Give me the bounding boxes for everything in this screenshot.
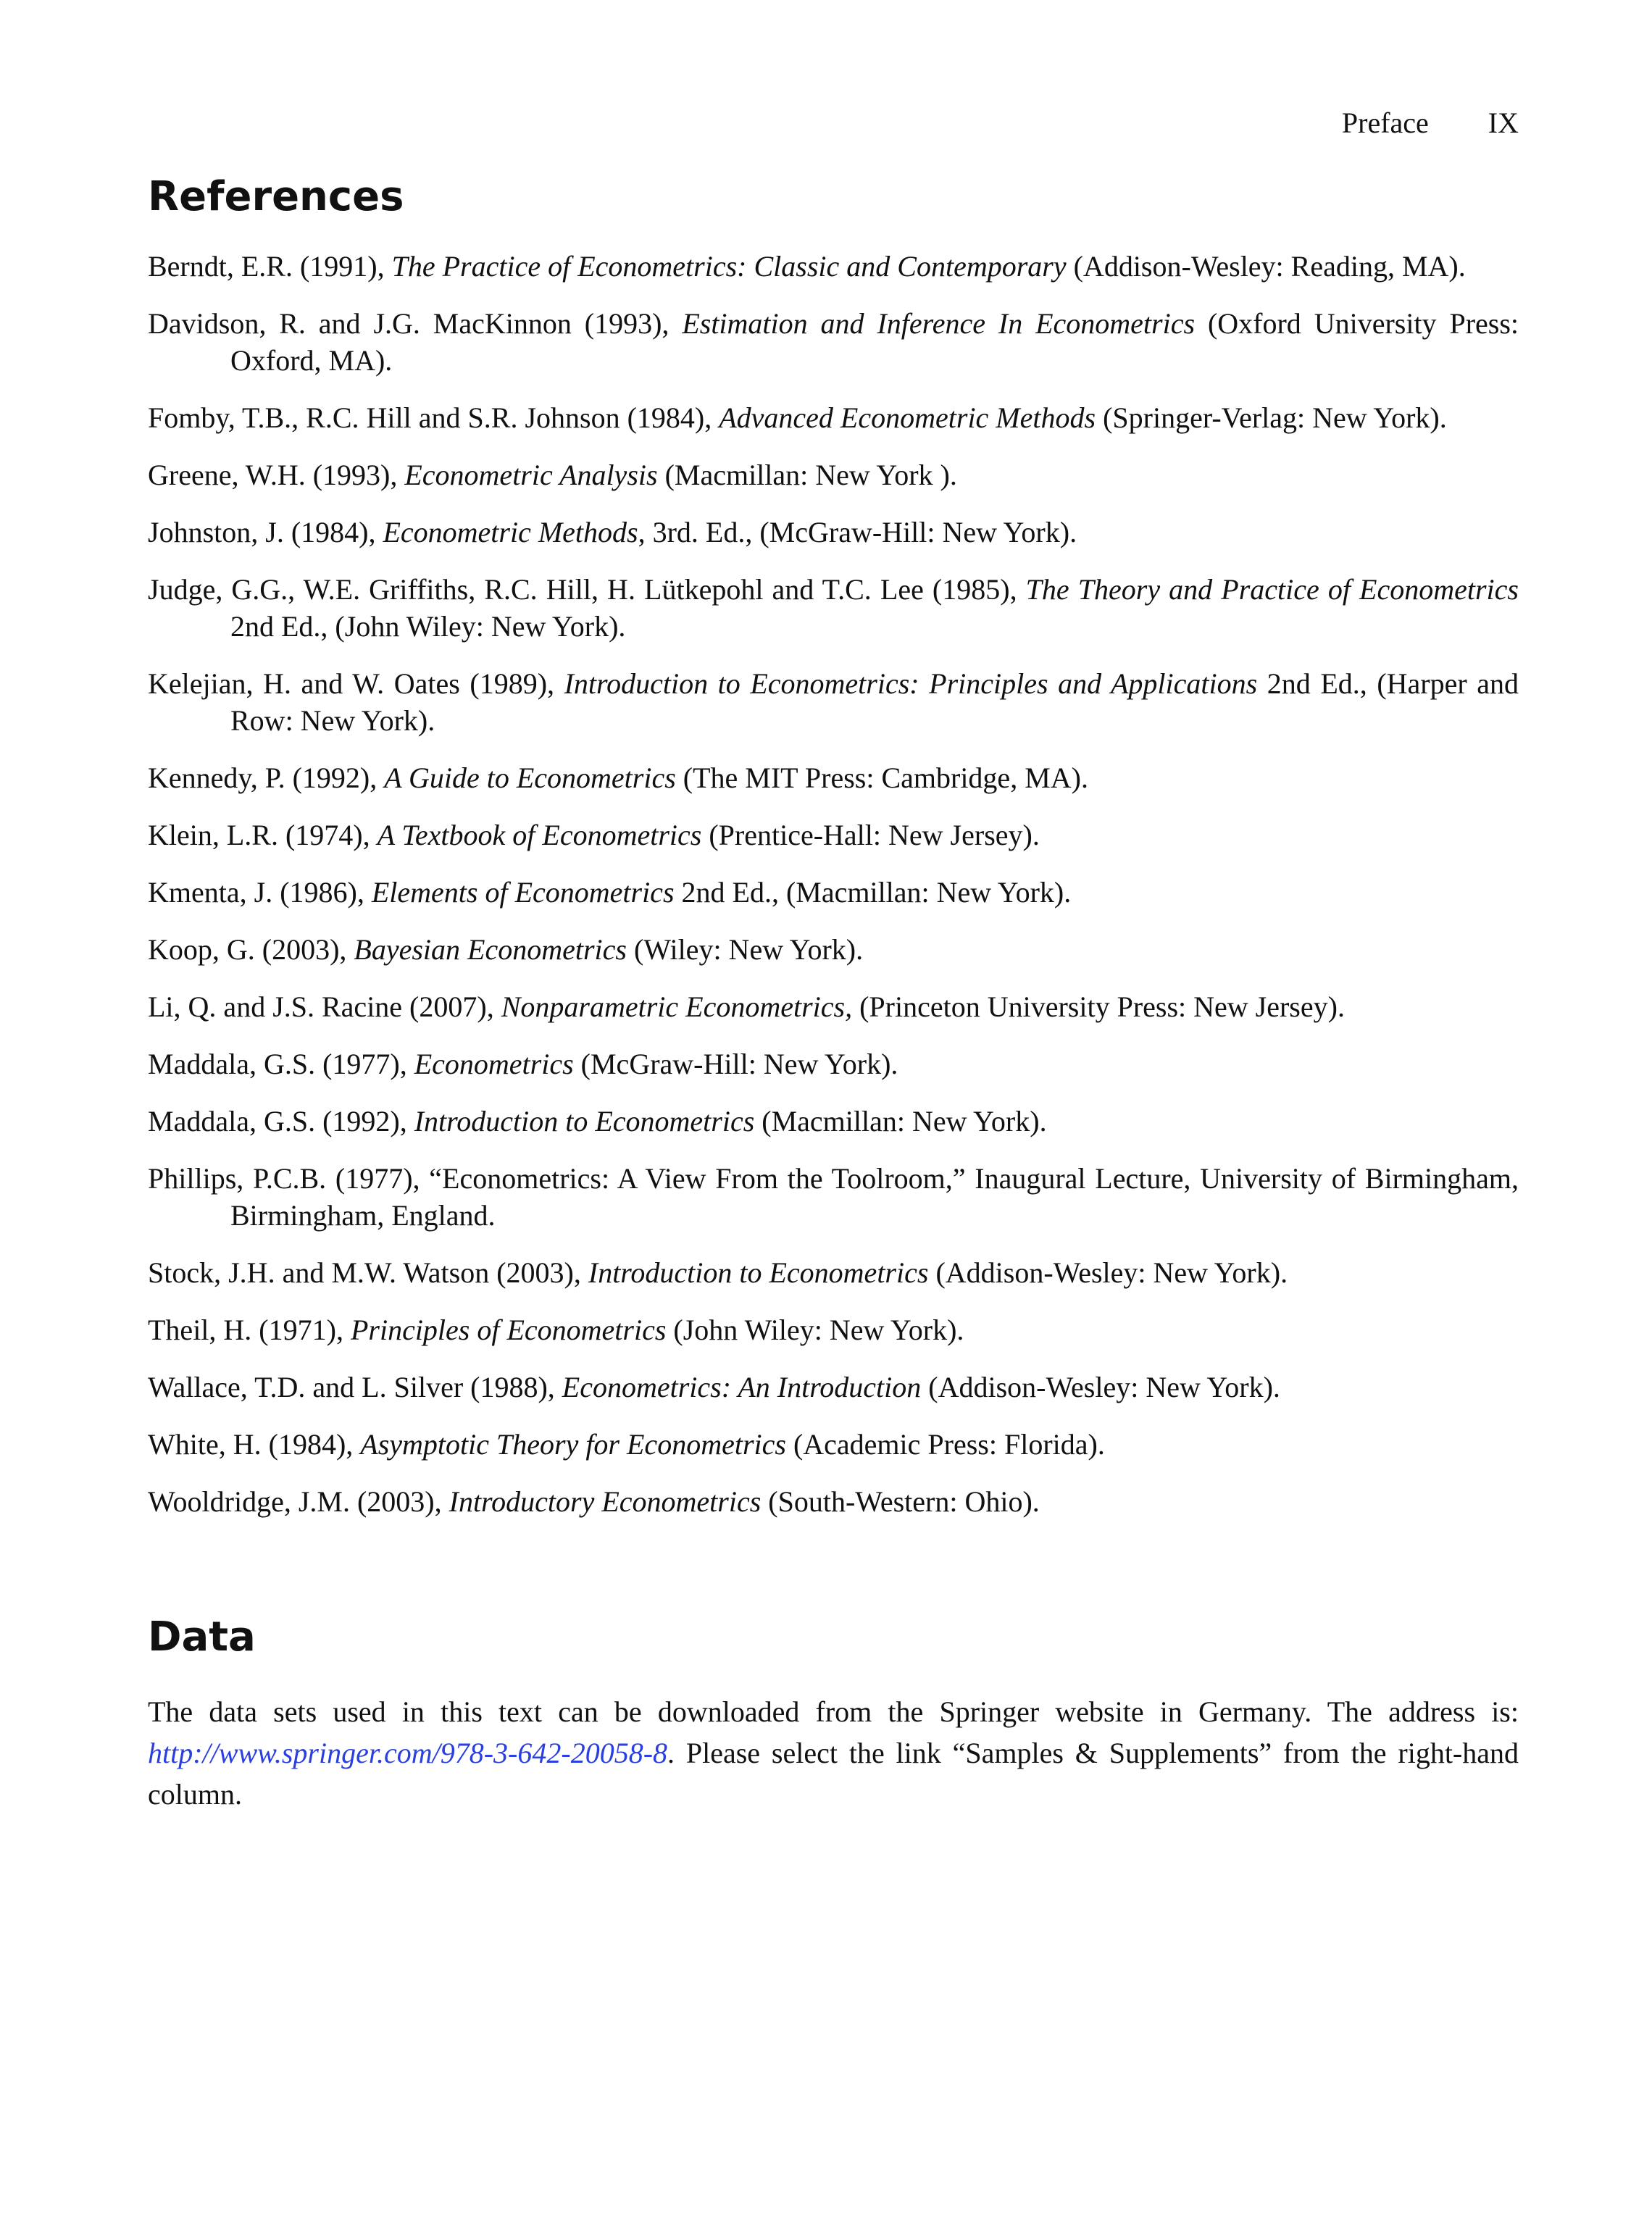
reference-item [148, 665, 1519, 739]
reference-authors: Kmenta, J. (1986), [148, 876, 372, 909]
reference-item [148, 817, 1519, 853]
reference-item [148, 1045, 1519, 1082]
reference-publisher: (Academic Press: Florida). [785, 1428, 1105, 1461]
reference-publisher: (Oxford University Press: Oxford, MA). [230, 307, 1519, 377]
reference-authors: Maddala, G.S. (1992), [148, 1105, 414, 1137]
reference-title: Nonparametric Econometrics, [501, 990, 853, 1023]
reference-item [148, 248, 1519, 285]
reference-item [148, 1160, 1519, 1234]
reference-item [148, 759, 1519, 796]
reference-title: Estimation and Inference In Econometrics [682, 307, 1196, 340]
reference-authors: Davidson, R. and J.G. MacKinnon (1993), [148, 307, 683, 340]
reference-authors: Klein, L.R. (1974), [148, 819, 377, 851]
reference-authors: Johnston, J. (1984), [148, 516, 383, 548]
reference-item [148, 399, 1519, 436]
reference-item [148, 1483, 1519, 1520]
reference-title: Advanced Econometric Methods [719, 401, 1096, 434]
reference-title: Econometrics: An Introduction [562, 1371, 922, 1403]
reference-authors: Wallace, T.D. and L. Silver (1988), [148, 1371, 562, 1403]
page-content [148, 165, 1519, 1815]
reference-list [148, 248, 1519, 1520]
reference-publisher: (Prentice-Hall: New Jersey). [701, 819, 1040, 851]
reference-title: The Theory and Practice of Econometrics [1025, 573, 1519, 606]
reference-item [148, 1254, 1519, 1291]
reference-authors: Fomby, T.B., R.C. Hill and S.R. Johnson (1984), [148, 401, 719, 434]
reference-publisher: (Addison-Wesley: Reading, MA). [1066, 250, 1466, 283]
references-heading: References [148, 173, 404, 220]
reference-title: The Practice of Econometrics: Classic and Contemporary [391, 250, 1067, 283]
reference-authors: Theil, H. (1971), [148, 1314, 351, 1346]
data-text-outro: . Please select the link “Samples & Supplements” from the right-hand column. [148, 1737, 1519, 1811]
page-number: IX [1488, 107, 1519, 139]
reference-title: Bayesian Econometrics [354, 933, 627, 966]
reference-publisher: , 3rd. Ed., (McGraw-Hill: New York). [638, 516, 1077, 548]
reference-authors: Kennedy, P. (1992), [148, 761, 385, 794]
reference-title: A Textbook of Econometrics [377, 819, 702, 851]
reference-item [148, 1369, 1519, 1406]
reference-publisher: 2nd Ed., (Macmillan: New York). [674, 876, 1072, 909]
reference-title: Principles of Econometrics [350, 1314, 667, 1346]
reference-title: Introduction to Econometrics [414, 1105, 755, 1137]
reference-publisher: 2nd Ed., (John Wiley: New York). [230, 610, 626, 643]
springer-url-link[interactable]: http://www.springer.com/978-3-642-20058-8 [148, 1737, 668, 1769]
reference-authors: Kelejian, H. and W. Oates (1989), [148, 667, 564, 700]
reference-title: Introductory Econometrics [449, 1485, 762, 1518]
data-text-intro: The data sets used in this text can be downloaded from the Springer website in Germany. The address is: [148, 1695, 1519, 1728]
reference-publisher: (Macmillan: New York). [754, 1105, 1047, 1137]
reference-authors: Stock, J.H. and M.W. Watson (2003), [148, 1256, 588, 1289]
running-head [1342, 106, 1519, 141]
reference-publisher: (John Wiley: New York). [666, 1314, 964, 1346]
reference-item [148, 874, 1519, 911]
running-head-section: Preface [1341, 107, 1429, 139]
reference-item [148, 1426, 1519, 1463]
reference-publisher: 2nd Ed., (Harper and Row: New York). [230, 667, 1519, 737]
reference-item [148, 514, 1519, 551]
reference-title: Econometric Methods [383, 516, 638, 548]
reference-title: Econometrics [414, 1048, 574, 1080]
reference-title: Econometric Analysis [404, 459, 658, 491]
reference-authors: Koop, G. (2003), [148, 933, 354, 966]
data-heading: Data [148, 1614, 256, 1661]
reference-authors: Wooldridge, J.M. (2003), [148, 1485, 449, 1518]
reference-item [148, 931, 1519, 968]
reference-item [148, 988, 1519, 1025]
reference-title: Elements of Econometrics [371, 876, 675, 909]
reference-publisher: (Wiley: New York). [626, 933, 864, 966]
reference-authors: Phillips, P.C.B. (1977), “Econometrics: A View From the Toolroom,” Inaugural Lecture, University of Birmingham, Birmingham, England. [148, 1162, 1519, 1232]
reference-authors: Li, Q. and J.S. Racine (2007), [148, 990, 501, 1023]
reference-item [148, 305, 1519, 379]
reference-title: Introduction to Econometrics [588, 1256, 929, 1289]
reference-authors: Maddala, G.S. (1977), [148, 1048, 414, 1080]
reference-publisher: (The MIT Press: Cambridge, MA). [675, 761, 1088, 794]
reference-item [148, 456, 1519, 493]
reference-title: A Guide to Econometrics [384, 761, 676, 794]
reference-publisher: (McGraw-Hill: New York). [573, 1048, 898, 1080]
reference-title: Asymptotic Theory for Econometrics [360, 1428, 786, 1461]
reference-authors: Judge, G.G., W.E. Griffiths, R.C. Hill, H. Lütkepohl and T.C. Lee (1985), [148, 573, 1026, 606]
reference-publisher: (Princeton University Press: New Jersey). [852, 990, 1345, 1023]
reference-item [148, 1103, 1519, 1140]
reference-item [148, 1311, 1519, 1348]
reference-authors: Berndt, E.R. (1991), [148, 250, 392, 283]
reference-authors: White, H. (1984), [148, 1428, 361, 1461]
reference-title: Introduction to Econometrics: Principles and Applications [564, 667, 1258, 700]
reference-publisher: (Macmillan: New York ). [657, 459, 957, 491]
reference-publisher: (Addison-Wesley: New York). [921, 1371, 1280, 1403]
reference-item [148, 571, 1519, 645]
reference-authors: Greene, W.H. (1993), [148, 459, 405, 491]
data-paragraph [148, 1691, 1519, 1815]
reference-publisher: (Springer-Verlag: New York). [1096, 401, 1447, 434]
reference-publisher: (Addison-Wesley: New York). [928, 1256, 1288, 1289]
reference-publisher: (South-Western: Ohio). [761, 1485, 1040, 1518]
